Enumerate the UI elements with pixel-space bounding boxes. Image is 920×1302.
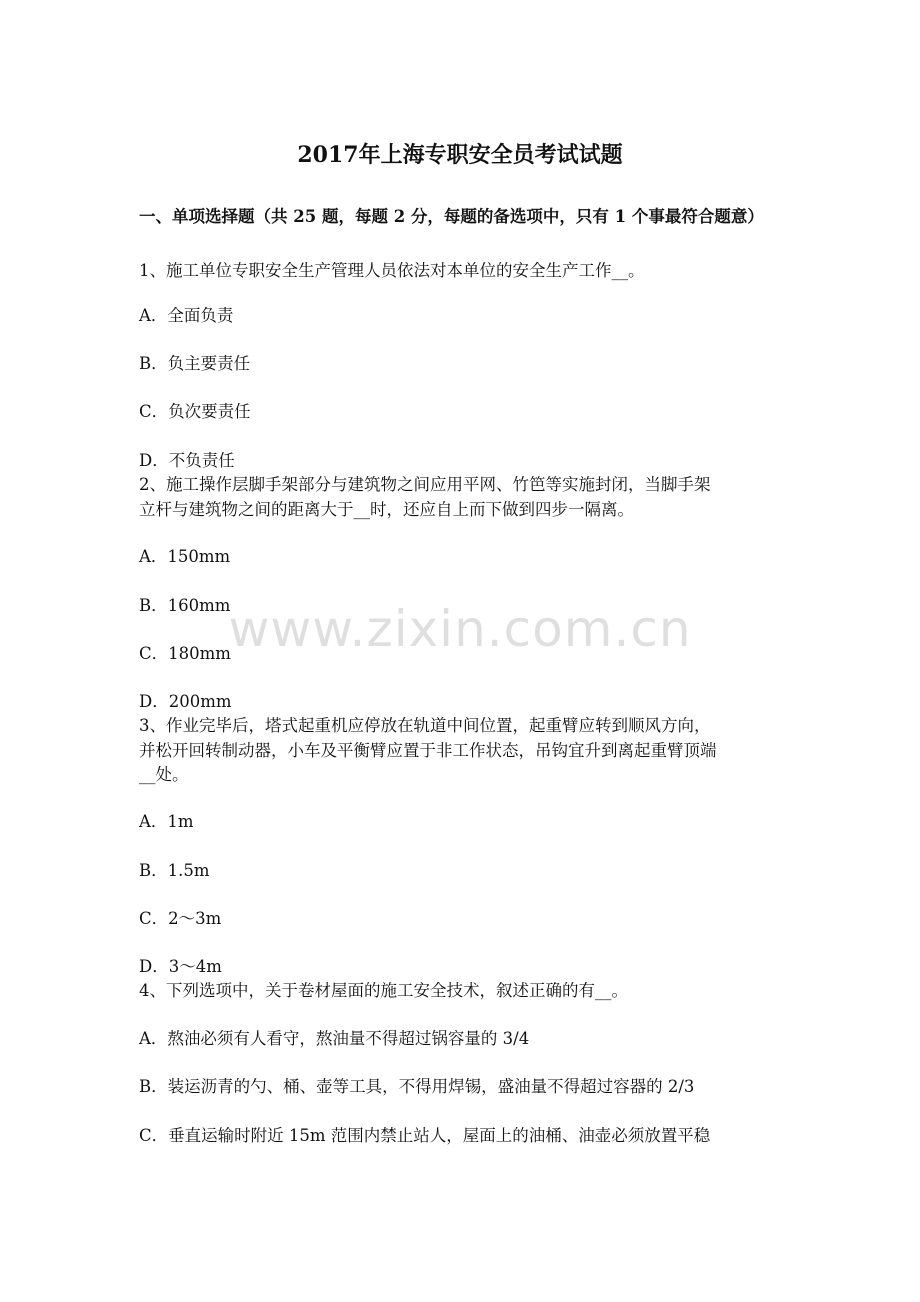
question-4-option-b: B．装运沥青的勺、桶、壶等工具，不得用焊锡，盛油量不得超过容器的 2/3: [139, 1077, 695, 1096]
question-2-option-c: C．180mm: [139, 644, 231, 663]
question-4-stem: 4、下列选项中，关于卷材屋面的施工安全技术，叙述正确的有__。: [139, 981, 628, 1000]
question-3-stem-line-3: __处。: [139, 765, 189, 784]
question-1-option-b: B．负主要责任: [139, 354, 251, 373]
question-3-option-d: D．3～4m: [139, 957, 222, 976]
question-2-stem-line-1: 2、施工操作层脚手架部分与建筑物之间应用平网、竹笆等实施封闭，当脚手架: [139, 475, 711, 494]
question-4-option-c: C．垂直运输时附近 15m 范围内禁止站人，屋面上的油桶、油壶必须放置平稳: [139, 1126, 711, 1145]
question-2-option-a: A．150mm: [139, 547, 231, 566]
question-1-stem: 1、施工单位专职安全生产管理人员依法对本单位的安全生产工作__。: [139, 261, 645, 280]
question-2-option-d: D．200mm: [139, 692, 232, 711]
question-3-stem-line-2: 并松开回转制动器，小车及平衡臂应置于非工作状态，吊钩宜升到离起重臂顶端: [139, 741, 717, 760]
question-2-stem-line-2: 立杆与建筑物之间的距离大于__时，还应自上而下做到四步一隔离。: [139, 500, 634, 519]
question-1-option-c: C．负次要责任: [139, 402, 251, 421]
section-heading: 一、单项选择题（共 25 题，每题 2 分，每题的备选项中，只有 1 个事最符合题意）: [139, 207, 764, 226]
watermark: www.zixin.com.cn: [228, 600, 692, 658]
question-3-option-b: B．1.5m: [139, 861, 210, 880]
question-3-option-c: C．2～3m: [139, 909, 222, 928]
question-1-option-a: A．全面负责: [139, 306, 234, 325]
question-3-stem-line-1: 3、作业完毕后，塔式起重机应停放在轨道中间位置，起重臂应转到顺风方向，: [139, 716, 711, 735]
page-title: 2017年上海专职安全员考试试题: [297, 142, 623, 168]
question-4-option-a: A．熬油必须有人看守，熬油量不得超过锅容量的 3/4: [139, 1029, 530, 1048]
question-3-option-a: A．1m: [139, 812, 194, 831]
question-1-option-d: D．不负责任: [139, 451, 235, 470]
question-2-option-b: B．160mm: [139, 596, 231, 615]
